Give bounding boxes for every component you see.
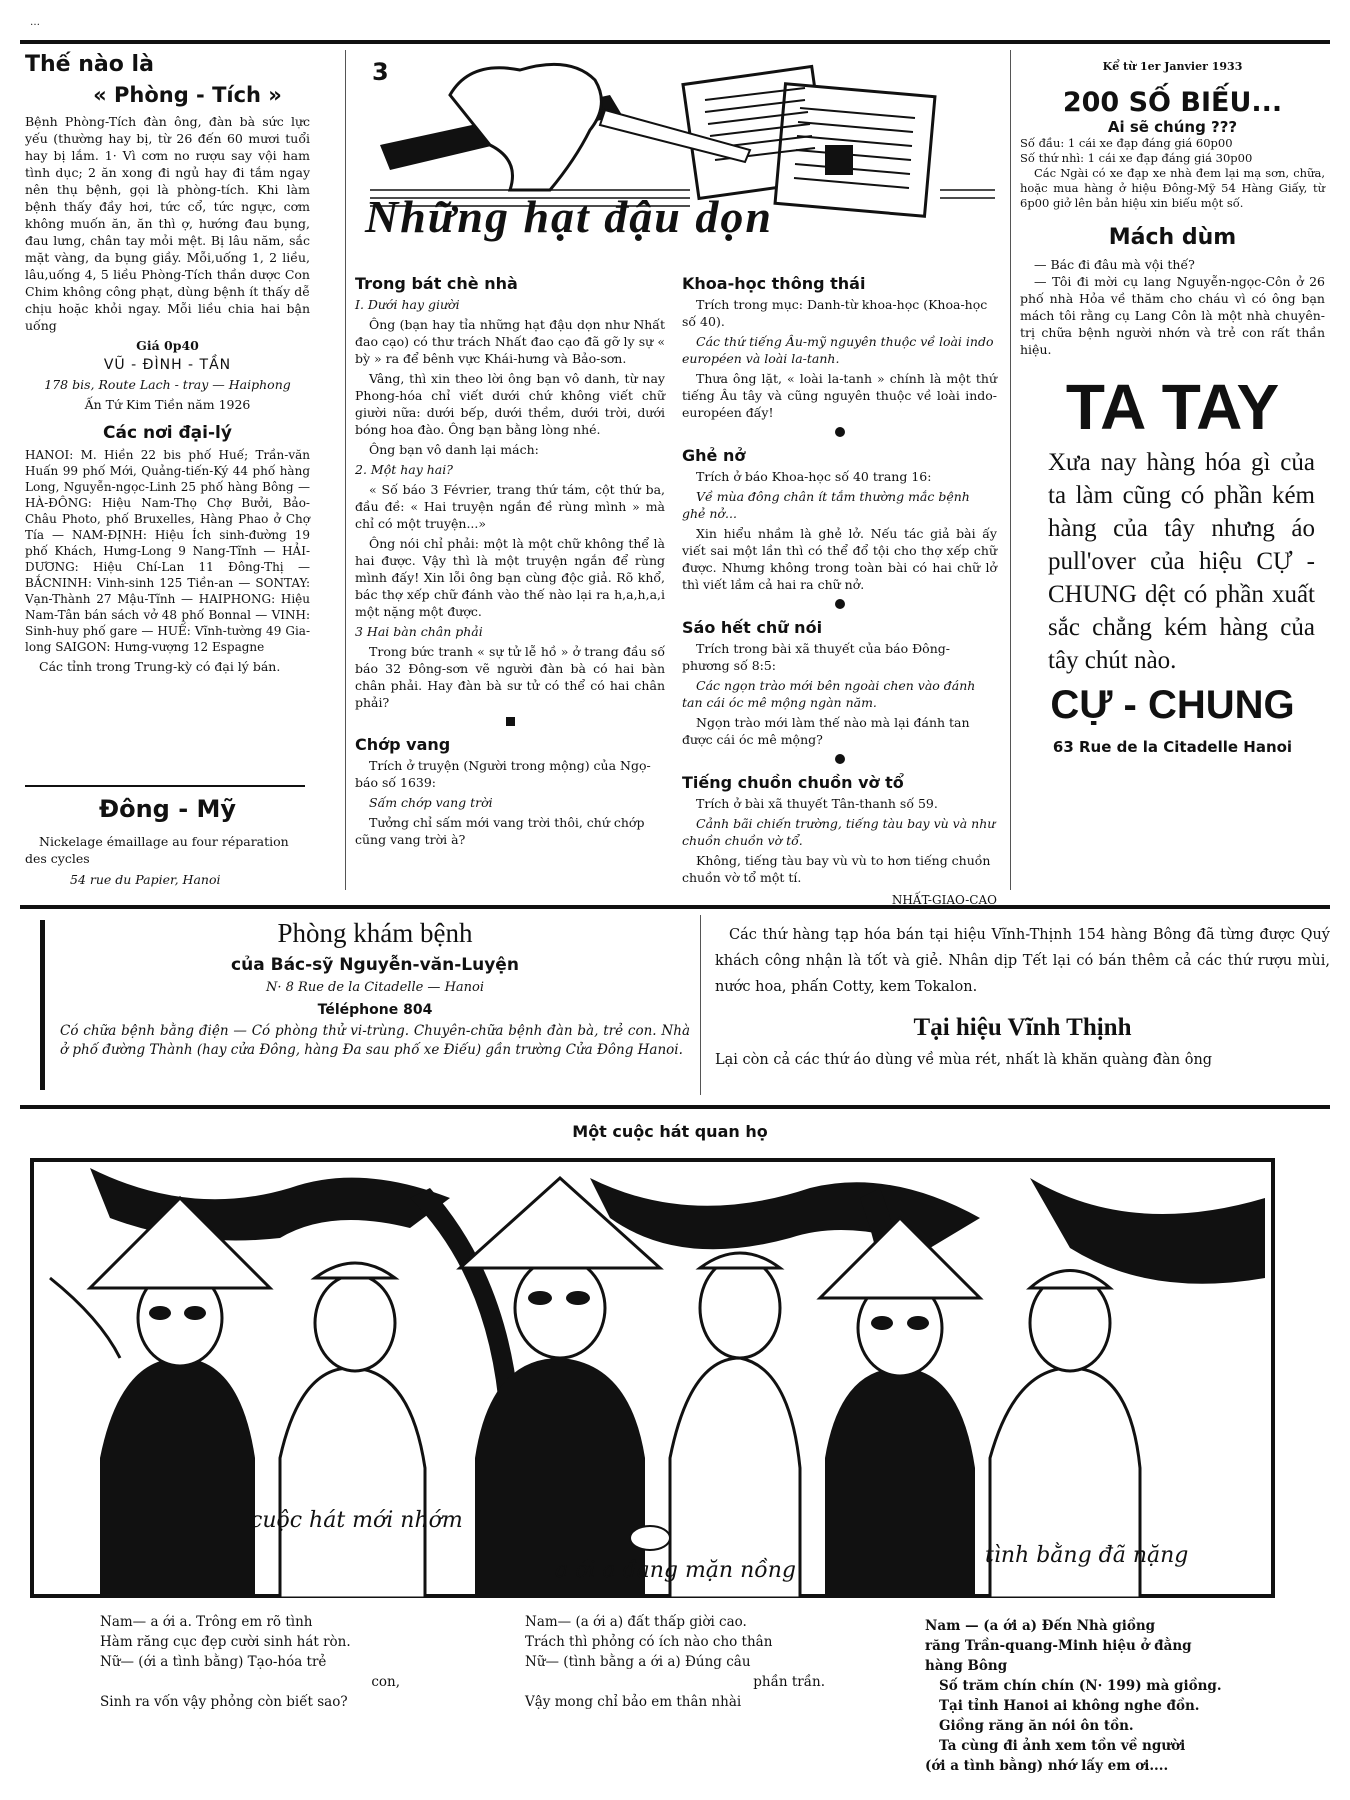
contest-text: Các Ngài có xe đạp xe nhà đem lại mạ sơn, chữa, hoặc mua hàng ở hiệu Đông-Mỹ 54 Hàng Giấy, từ 6p00 giở lên bản hiệu xin biếu một số. [1020, 166, 1325, 210]
article-body: Bệnh Phòng-Tích đàn ông, đàn bà sức lực yếu (thường hay bị, từ 26 đến 60 mươi tuổi hay bị lắm. 1· Vì cơm no rượu say vội ham tình dục; 2 ăn xong đi ngủ hay đi tắm ngay nên thụ bệnh, gọi là phòng-tích. Khi làm bệnh thấy đầy hơi, tức cổ, tức ngực, cơm không muốn ăn, ăn thì ợ, hướng đau bụng, đau lưng, chân tay mỏi mệt. Bị lâu năm, sắc mặt vàng, da bụng giầy. Mỗi,uống 1, 2 liều, lâu,uống 4, 5 liều Phòng-Tích thần dược Con Chim không công phạt, dùng bệnh ít thấy dễ chịu hoặc khỏi ngay. Mỗi liều chia hai bận uống [25, 114, 310, 333]
founded-note: Ấn Tứ Kim Tiền năm 1926 [84, 397, 251, 412]
verse-line: Vậy mong chỉ bảo em thân nhài [525, 1694, 742, 1710]
col-divider-2 [1010, 50, 1011, 890]
section-heading: Chớp vang [355, 735, 451, 754]
separator-dot [835, 599, 845, 609]
cartoon-panel [30, 1158, 1275, 1598]
subheading: I. Dưới hay giười [355, 297, 460, 312]
column-ads [1020, 58, 1325, 756]
section-heading: Ghẻ nở [682, 446, 746, 465]
column-khoa-hoc [682, 275, 997, 912]
article-title-line1: Thế nào là [25, 52, 154, 77]
clinic-text: Có chữa bệnh bằng điện — Có phòng thử vi-trùng. Chuyên-chữa bệnh đàn bà, trẻ con. Nhà ở phố đường Thành (hay cửa Đông, hàng Đa sau phố xe Điếu) gần trường Cửa Đông Hanoi. [60, 1023, 690, 1058]
paragraph: Không, tiếng tàu bay vù vù to hơn tiếng chuồn chuồn vờ tổ một tí. [682, 853, 991, 885]
vinh-thinh-title: Tại hiệu Vĩnh Thịnh [913, 1014, 1132, 1041]
banner [360, 50, 1000, 245]
clinic-left-bar [40, 920, 45, 1090]
section-heading: Khoa-học thông thái [682, 274, 866, 293]
verse-column-2 [525, 1612, 845, 1712]
cartoon-caption: a ới a đang mặn nồng [555, 1558, 796, 1583]
page-number: 3 [372, 58, 389, 86]
agents-tail: Các tỉnh trong Trung-kỳ có đại lý bán. [39, 659, 281, 674]
paragraph: Các ngọn trào mới bên ngoài chen vào đánh tan cái óc mê mộng ngàn năm. [682, 678, 976, 710]
verse-column-3 [925, 1616, 1255, 1776]
separator-dot [835, 754, 845, 764]
verse-line: Nam— a ới a. Trông em rõ tình [100, 1614, 313, 1630]
paragraph: Ông nói chỉ phải: một là một chữ không thể là hai được. Vậy thì là một truyện ngắn để rùng mình đấy! Xin lỗi ông bạn cùng độc giả. Rõ khổ, bác thợ xếp chữ đánh vào thế nào lại ra h,a,h,a,i một nặng một được. [355, 536, 665, 619]
dong-my-text: Nickelage émaillage au four réparation des cycles [25, 834, 289, 866]
ad-divider [700, 915, 701, 1095]
cu-chung-brand: CỰ - CHUNG [1050, 683, 1295, 727]
paragraph: Ngọn trào mới làm thế nào mà lại đánh tan được cái óc mê mộng? [682, 715, 970, 747]
section-heading: Tiếng chuồn chuồn vờ tổ [682, 773, 904, 792]
contest-subtitle: Ai sẽ chúng ??? [1107, 118, 1238, 136]
cu-chung-address: 63 Rue de la Citadelle Hanoi [1052, 738, 1293, 756]
verse-column-1 [100, 1612, 420, 1712]
paragraph: Trích ở báo Khoa-học số 40 trang 16: [696, 469, 932, 484]
col-divider-1 [345, 50, 346, 890]
cartoon-caption: cuộc hát mới nhớm [250, 1508, 463, 1533]
verse-line: Giồng răng ăn nói ôn tồn. [939, 1718, 1134, 1734]
clinic-address: N· 8 Rue de la Citadelle — Hanoi [265, 980, 485, 995]
verse-line: Hàm răng cục đẹp cười sinh hát ròn. [100, 1634, 351, 1650]
paragraph: Vâng, thì xin theo lời ông bạn vô danh, từ nay Phong-hóa chỉ viết dưới chứ không viết chữ giười nữa: dưới bếp, dưới thềm, dưới trời, dưới bóng hoa đào. Ông bạn bằng lòng nhé. [355, 371, 665, 437]
clinic-title: Phòng khám bệnh [277, 918, 473, 948]
banner-title: Những hạt đậu dọn [365, 191, 773, 242]
paragraph: Trích ở truyện (Người trong mộng) của Ngọ-báo số 1639: [355, 758, 651, 790]
cartoon-caption: tình bằng đã nặng [985, 1543, 1189, 1568]
section-heading: Trong bát chè nhà [355, 274, 518, 293]
mach-dum-title: Mách dùm [1108, 225, 1237, 250]
seller: VŨ - ĐÌNH - TẦN [103, 357, 232, 373]
paragraph: Trích trong bài xã thuyết của báo Đông-phương số 8:5: [682, 641, 950, 673]
verse-line: Trách thì phỏng có ích nào cho thân [525, 1634, 773, 1650]
verse-line: (ới a tình bằng) nhớ lấy em ơi.... [925, 1758, 1169, 1774]
ad-bottom-rule [20, 1105, 1330, 1109]
seller-address: 178 bis, Route Lach - tray — Haiphong [44, 377, 291, 392]
paragraph: 2. Một hay hai? [355, 462, 453, 477]
paragraph: Các thứ tiếng Âu-mỹ nguyên thuộc về loài indo européen và loài la-tanh. [682, 334, 994, 366]
verse-line: Nữ— (tình bằng a ới a) Đúng câu [525, 1654, 751, 1670]
verse-line: Nam — (a ới a) Đến Nhà giồng [925, 1618, 1156, 1634]
verse-line: Số trăm chín chín (N· 199) mà giồng. [939, 1678, 1222, 1694]
masthead-fragment: … [30, 17, 40, 28]
paragraph: « Số báo 3 Février, trang thứ tám, cột thứ ba, đầu đề: « Hai truyện ngắn đề rùng mình » mà chỉ có một truyện...» [355, 482, 665, 531]
verse-line: Nam— (a ới a) đất thấp giời cao. [525, 1614, 747, 1630]
separator-dot [506, 717, 515, 726]
contest-line: Số thứ nhì: 1 cái xe đạp đáng giá 30p00 [1020, 151, 1253, 165]
clinic-doctor: của Bác-sỹ Nguyễn-văn-Luyện [231, 955, 519, 975]
cartoon-illustration [30, 1158, 1275, 1598]
verse-line: hàng Bông [925, 1658, 1008, 1674]
agents-text: HANOI: M. Hiền 22 bis phố Huế; Trần-văn Huấn 99 phố Mới, Quảng-tiến-Ký 44 phố hàng Long, Nguyễn-ngọc-Linh 25 phố hàng Bông — HÀ-ĐÔNG: Hiệu Nam-Thọ Chợ Bưởi, Bảo-Châu Photo, phố Bruxelles, Hàng Phao ở Chợ Tía — NAM-ĐỊNH: Hiệu Ích sinh-đường 19 phố Khách, Hưng-Long 9 Nang-Tĩnh — HẢI-DƯƠNG: Hiệu Chí-Lan 11 Đông-Thị — BẮCNINH: Vinh-sinh 125 Tiền-an — SONTAY: Vạn-Thành 27 Mậu-Tĩnh — HAIPHONG: Hiệu Nam-Tân bán sách vở 48 phố Bonnal — VINH: Sinh-huy phố gare — HUẾ: Vĩnh-tường 49 Gia-long SAIGON: Hưng-vượng 12 Espagne [25, 448, 310, 654]
verse-line: Ta cùng đi ảnh xem tồn về người [939, 1738, 1186, 1754]
verse-line: Sinh ra vốn vậy phỏng còn biết sao? [100, 1694, 348, 1710]
column-bat-che [355, 275, 665, 851]
column-phong-tich [25, 52, 310, 678]
verse-line: Nữ— (ới a tình bằng) Tạo-hóa trẻ [100, 1654, 327, 1670]
clinic-ad [60, 918, 690, 1060]
top-rule [20, 40, 1330, 44]
verse-line: phần trần. [753, 1674, 825, 1690]
separator-dot [835, 427, 845, 437]
ta-tay-text: Xưa nay hàng hóa gì của ta làm cũng có phần kém hàng của tây nhưng áo pull'over của hiệu CỰ - CHUNG dệt có phần xuất sắc chẳng kém hàng của tây chút nào. [1048, 449, 1315, 674]
dong-my-address: 54 rue du Papier, Hanoi [70, 872, 221, 887]
paragraph: Tưởng chỉ sấm mới vang trời thôi, chứ chớp cũng vang trời à? [355, 815, 645, 847]
paragraph: Trích trong mục: Danh-từ khoa-học (Khoa-học số 40). [682, 297, 988, 329]
paragraph: Xin hiểu nhầm là ghẻ lở. Nếu tác giả bài ấy viết sai một lần thì có thể đổ tội cho thợ xếp chữ được. Nhưng không trong toàn bài có hai chữ lở thì viết lầm cả hai ra chữ nở. [682, 526, 997, 592]
paragraph: Ông bạn vô danh lại mách: [369, 442, 539, 457]
paragraph: Trong bức tranh « sự tử lễ hồ » ở trang đầu số báo 32 Đông-sơn vẽ người đàn bà có hai bàn chân phải. Hay đàn bà sư tử có thể có hai chân phải? [355, 644, 665, 710]
paragraph: Trích ở bài xã thuyết Tân-thanh số 59. [696, 796, 938, 811]
clinic-phone: Téléphone 804 [317, 1002, 433, 1018]
section-heading: Sáo hết chữ nói [682, 618, 823, 637]
dong-my-ad [25, 795, 310, 888]
paragraph: Ông (bạn hay tỉa những hạt đậu dọn như Nhất đao cạo) có thư trách Nhất đao cạo đã gỡ ly sự « bỳ » ra để bênh vực Khái-hưng và Bảo-sơn. [355, 317, 665, 366]
ta-tay-headline: TA TAY [1065, 371, 1280, 443]
mach-dum-line: — Bác đi đâu mà vội thế? [1034, 257, 1195, 272]
cartoon-title: Một cuộc hát quan họ [572, 1122, 768, 1141]
paragraph: Sấm chớp vang trời [369, 795, 493, 810]
col1-rule [25, 785, 305, 787]
contest-date: Kể từ 1er Janvier 1933 [1102, 60, 1243, 73]
verse-line: răng Trần-quang-Minh hiệu ở đằng [925, 1638, 1192, 1654]
vinh-thinh-text: Các thứ hàng tạp hóa bán tại hiệu Vĩnh-Thịnh 154 hàng Bông đã từng được Quý khách công nhận là tốt và giẻ. Nhân dịp Tết lại có bán thêm cả các thứ rượu mùi, nước hoa, phấn Cotty, kem Tokalon. [715, 927, 1330, 995]
verse-line: Tại tỉnh Hanoi ai không nghe đồn. [939, 1698, 1200, 1714]
paragraph: Về mùa đông chân ít tắm thường mắc bệnh ghẻ nở... [682, 489, 970, 521]
mid-rule [20, 905, 1330, 909]
mach-dum-line: — Tôi đi mời cụ lang Nguyễn-ngọc-Côn ở 26 phố nhà Hỏa về thăm cho cháu vì có ông bạn mách tôi rằng cụ Lang Côn là một nhà chuyên-trị chữa bệnh người nhớn và trẻ con rất thần hiệu. [1020, 274, 1325, 357]
verse-line: con, [371, 1674, 400, 1690]
vinh-thinh-ad [715, 922, 1330, 1068]
vinh-thinh-tail: Lại còn cả các thứ áo dùng về mùa rét, nhất là khăn quàng đàn ông [715, 1052, 1213, 1068]
signature: NHẤT-GIAO-CẠO [891, 893, 997, 907]
contest-line: Số đầu: 1 cái xe đạp đáng giá 60p00 [1020, 136, 1233, 150]
price: Giá 0p40 [136, 338, 199, 353]
agents-heading: Các nơi đại-lý [103, 423, 232, 443]
subheading: 3 Hai bàn chân phải [355, 624, 483, 639]
paragraph: Thưa ông lặt, « loài la-tanh » chính là một thứ tiếng Âu tây và cũng nguyên thuộc về loài indo-européen đấy! [682, 371, 997, 420]
dong-my-title: Đông - Mỹ [98, 795, 237, 823]
article-title-line2: « Phòng - Tích » [93, 83, 282, 107]
contest-title: 200 SỐ BIẾU... [1062, 87, 1283, 118]
paragraph: Cảnh bãi chiến trường, tiếng tàu bay vù và như chuồn chuồn vờ tổ. [682, 816, 996, 848]
